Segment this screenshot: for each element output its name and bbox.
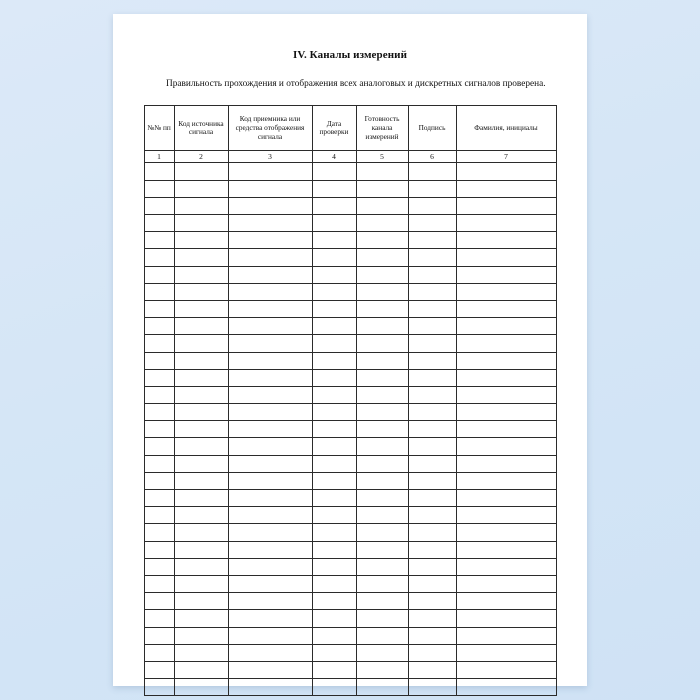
table-cell-empty[interactable] <box>144 318 174 335</box>
table-cell-empty[interactable] <box>228 679 312 696</box>
table-cell-empty[interactable] <box>312 627 356 644</box>
table-cell-empty[interactable] <box>356 318 408 335</box>
table-cell-empty[interactable] <box>228 232 312 249</box>
table-cell-empty[interactable] <box>312 249 356 266</box>
table-cell-empty[interactable] <box>408 283 456 300</box>
table-cell-empty[interactable] <box>356 490 408 507</box>
table-cell-empty[interactable] <box>456 300 556 317</box>
table-cell-empty[interactable] <box>144 300 174 317</box>
table-cell-empty[interactable] <box>144 232 174 249</box>
column-header-channel-readiness: Готовность канала измерений <box>356 106 408 151</box>
table-cell-empty[interactable] <box>228 197 312 214</box>
document-page <box>113 14 587 686</box>
table-cell-empty[interactable] <box>456 627 556 644</box>
table-cell-empty[interactable] <box>228 593 312 610</box>
table-row <box>144 661 556 678</box>
table-cell-empty[interactable] <box>228 490 312 507</box>
table-cell-empty[interactable] <box>356 335 408 352</box>
page-title: IV. Каналы измерений <box>292 49 408 61</box>
table-row <box>144 421 556 438</box>
table-row <box>144 455 556 472</box>
table-cell-empty[interactable] <box>144 369 174 386</box>
table-cell-empty[interactable] <box>408 300 456 317</box>
table-cell-empty[interactable] <box>174 300 228 317</box>
column-header-signature: Подпись <box>408 106 456 151</box>
table-cell-empty[interactable] <box>312 455 356 472</box>
table-cell-empty[interactable] <box>312 507 356 524</box>
column-number-2: 2 <box>174 151 228 163</box>
table-cell-empty[interactable] <box>228 369 312 386</box>
table-cell-empty[interactable] <box>312 679 356 696</box>
table-cell-empty[interactable] <box>456 472 556 489</box>
table-cell-empty[interactable] <box>356 627 408 644</box>
table-cell-empty[interactable] <box>356 661 408 678</box>
table-cell-empty[interactable] <box>144 627 174 644</box>
table-cell-empty[interactable] <box>174 610 228 627</box>
table-cell-empty[interactable] <box>174 318 228 335</box>
table-cell-empty[interactable] <box>408 266 456 283</box>
table-cell-empty[interactable] <box>456 215 556 232</box>
table-cell-empty[interactable] <box>356 197 408 214</box>
table-cell-empty[interactable] <box>144 472 174 489</box>
table-cell-empty[interactable] <box>144 524 174 541</box>
table-cell-empty[interactable] <box>312 490 356 507</box>
table-cell-empty[interactable] <box>312 472 356 489</box>
table-cell-empty[interactable] <box>356 369 408 386</box>
table-cell-empty[interactable] <box>456 283 556 300</box>
table-row <box>144 627 556 644</box>
table-cell-empty[interactable] <box>356 472 408 489</box>
table-cell-empty[interactable] <box>228 472 312 489</box>
table-cell-empty[interactable] <box>456 197 556 214</box>
table-cell-empty[interactable] <box>144 283 174 300</box>
table-cell-empty[interactable] <box>408 610 456 627</box>
table-cell-empty[interactable] <box>456 455 556 472</box>
column-number-1: 1 <box>144 151 174 163</box>
table-cell-empty[interactable] <box>312 232 356 249</box>
table-cell-empty[interactable] <box>456 369 556 386</box>
table-cell-empty[interactable] <box>174 507 228 524</box>
column-header-source-code: Код источника сигнала <box>174 106 228 151</box>
table-cell-empty[interactable] <box>456 541 556 558</box>
table-cell-empty[interactable] <box>144 197 174 214</box>
table-cell-empty[interactable] <box>144 507 174 524</box>
table-cell-empty[interactable] <box>408 679 456 696</box>
table-cell-empty[interactable] <box>144 421 174 438</box>
table-cell-empty[interactable] <box>456 266 556 283</box>
table-cell-empty[interactable] <box>228 661 312 678</box>
table-cell-empty[interactable] <box>312 558 356 575</box>
table-cell-empty[interactable] <box>312 541 356 558</box>
table-row <box>144 266 556 283</box>
table-cell-empty[interactable] <box>456 644 556 661</box>
table-cell-empty[interactable] <box>174 541 228 558</box>
table-cell-empty[interactable] <box>356 352 408 369</box>
table-row <box>144 215 556 232</box>
table-cell-empty[interactable] <box>356 283 408 300</box>
table-cell-empty[interactable] <box>356 266 408 283</box>
column-number-3: 3 <box>228 151 312 163</box>
table-cell-empty[interactable] <box>228 507 312 524</box>
table-cell-empty[interactable] <box>408 352 456 369</box>
column-header-surname-initials: Фамилия, инициалы <box>456 106 556 151</box>
table-cell-empty[interactable] <box>408 455 456 472</box>
table-cell-empty[interactable] <box>356 180 408 197</box>
table-cell-empty[interactable] <box>228 335 312 352</box>
table-cell-empty[interactable] <box>174 455 228 472</box>
table-cell-empty[interactable] <box>228 524 312 541</box>
table-cell-empty[interactable] <box>456 318 556 335</box>
table-row <box>144 180 556 197</box>
table-cell-empty[interactable] <box>174 404 228 421</box>
table-row <box>144 558 556 575</box>
table-cell-empty[interactable] <box>228 627 312 644</box>
table-cell-empty[interactable] <box>456 421 556 438</box>
table-cell-empty[interactable] <box>356 438 408 455</box>
table-row <box>144 352 556 369</box>
table-row <box>144 404 556 421</box>
table-cell-empty[interactable] <box>174 558 228 575</box>
table-row <box>144 507 556 524</box>
table-cell-empty[interactable] <box>356 300 408 317</box>
table-cell-empty[interactable] <box>174 232 228 249</box>
table-cell-empty[interactable] <box>144 575 174 592</box>
table-cell-empty[interactable] <box>456 232 556 249</box>
table-row <box>144 541 556 558</box>
table-cell-empty[interactable] <box>312 369 356 386</box>
table-cell-empty[interactable] <box>408 490 456 507</box>
table-cell-empty[interactable] <box>456 558 556 575</box>
table-cell-empty[interactable] <box>456 575 556 592</box>
table-row <box>144 369 556 386</box>
table-cell-empty[interactable] <box>144 266 174 283</box>
table-cell-empty[interactable] <box>408 318 456 335</box>
table-cell-empty[interactable] <box>144 352 174 369</box>
table-cell-empty[interactable] <box>228 558 312 575</box>
table-cell-empty[interactable] <box>174 215 228 232</box>
table-cell-empty[interactable] <box>174 386 228 403</box>
table-cell-empty[interactable] <box>144 490 174 507</box>
table-cell-empty[interactable] <box>312 215 356 232</box>
table-cell-empty[interactable] <box>456 507 556 524</box>
table-cell-empty[interactable] <box>356 455 408 472</box>
table-cell-empty[interactable] <box>174 438 228 455</box>
column-header-number: №№ пп <box>144 106 174 151</box>
table-cell-empty[interactable] <box>408 661 456 678</box>
measurement-channels-table <box>144 105 557 696</box>
table-row <box>144 335 556 352</box>
table-cell-empty[interactable] <box>144 455 174 472</box>
table-cell-empty[interactable] <box>312 283 356 300</box>
table-cell-empty[interactable] <box>408 369 456 386</box>
table-cell-empty[interactable] <box>356 215 408 232</box>
table-row <box>144 644 556 661</box>
table-cell-empty[interactable] <box>144 541 174 558</box>
table-cell-empty[interactable] <box>144 249 174 266</box>
table-cell-empty[interactable] <box>356 507 408 524</box>
table-cell-empty[interactable] <box>356 610 408 627</box>
table-cell-empty[interactable] <box>356 163 408 180</box>
table-row <box>144 283 556 300</box>
table-cell-empty[interactable] <box>356 558 408 575</box>
table-cell-empty[interactable] <box>174 575 228 592</box>
table-cell-empty[interactable] <box>408 249 456 266</box>
table-cell-empty[interactable] <box>312 644 356 661</box>
table-cell-empty[interactable] <box>228 180 312 197</box>
table-cell-empty[interactable] <box>174 644 228 661</box>
table-cell-empty[interactable] <box>408 524 456 541</box>
table-cell-empty[interactable] <box>228 163 312 180</box>
table-row <box>144 300 556 317</box>
table-cell-empty[interactable] <box>356 421 408 438</box>
intro-paragraph: Правильность прохождения и отображения всех аналоговых и дискретных сигналов проверена. <box>166 79 546 89</box>
table-cell-empty[interactable] <box>408 335 456 352</box>
table-cell-empty[interactable] <box>408 232 456 249</box>
table-header-row <box>144 106 556 151</box>
column-number-5: 5 <box>356 151 408 163</box>
table-cell-empty[interactable] <box>356 679 408 696</box>
table-cell-empty[interactable] <box>312 300 356 317</box>
table-cell-empty[interactable] <box>228 404 312 421</box>
table-cell-empty[interactable] <box>312 438 356 455</box>
table-row <box>144 524 556 541</box>
table-cell-empty[interactable] <box>144 404 174 421</box>
table-cell-empty[interactable] <box>228 318 312 335</box>
table-cell-empty[interactable] <box>228 283 312 300</box>
table-cell-empty[interactable] <box>356 524 408 541</box>
table-cell-empty[interactable] <box>228 386 312 403</box>
table-cell-empty[interactable] <box>144 644 174 661</box>
table-cell-empty[interactable] <box>312 335 356 352</box>
table-cell-empty[interactable] <box>174 421 228 438</box>
table-cell-empty[interactable] <box>456 679 556 696</box>
table-cell-empty[interactable] <box>356 386 408 403</box>
table-cell-empty[interactable] <box>174 335 228 352</box>
table-row <box>144 490 556 507</box>
column-number-7: 7 <box>456 151 556 163</box>
table-cell-empty[interactable] <box>174 163 228 180</box>
table-cell-empty[interactable] <box>456 490 556 507</box>
table-cell-empty[interactable] <box>144 679 174 696</box>
table-cell-empty[interactable] <box>174 266 228 283</box>
table-row <box>144 593 556 610</box>
table-cell-empty[interactable] <box>408 421 456 438</box>
table-row <box>144 679 556 696</box>
table-cell-empty[interactable] <box>144 335 174 352</box>
table-row <box>144 472 556 489</box>
table-cell-empty[interactable] <box>408 627 456 644</box>
table-cell-empty[interactable] <box>228 300 312 317</box>
table-cell-empty[interactable] <box>174 249 228 266</box>
table-cell-empty[interactable] <box>228 421 312 438</box>
table-cell-empty[interactable] <box>228 215 312 232</box>
table-cell-empty[interactable] <box>456 180 556 197</box>
table-cell-empty[interactable] <box>312 318 356 335</box>
table-cell-empty[interactable] <box>408 541 456 558</box>
table-cell-empty[interactable] <box>312 404 356 421</box>
table-cell-empty[interactable] <box>174 490 228 507</box>
table-cell-empty[interactable] <box>174 472 228 489</box>
table-row <box>144 197 556 214</box>
table-cell-empty[interactable] <box>312 593 356 610</box>
table-cell-empty[interactable] <box>356 575 408 592</box>
table-cell-empty[interactable] <box>174 593 228 610</box>
table-cell-empty[interactable] <box>144 593 174 610</box>
table-cell-empty[interactable] <box>174 352 228 369</box>
column-header-check-date: Дата проверки <box>312 106 356 151</box>
table-cell-empty[interactable] <box>228 541 312 558</box>
table-cell-empty[interactable] <box>144 215 174 232</box>
table-cell-empty[interactable] <box>228 249 312 266</box>
table-cell-empty[interactable] <box>456 661 556 678</box>
table-cell-empty[interactable] <box>228 352 312 369</box>
table-cell-empty[interactable] <box>456 593 556 610</box>
table-cell-empty[interactable] <box>356 644 408 661</box>
table-cell-empty[interactable] <box>312 386 356 403</box>
table-cell-empty[interactable] <box>456 524 556 541</box>
table-cell-empty[interactable] <box>312 180 356 197</box>
table-cell-empty[interactable] <box>456 352 556 369</box>
table-cell-empty[interactable] <box>312 163 356 180</box>
table-cell-empty[interactable] <box>174 283 228 300</box>
column-header-receiver-code: Код приемника или средства отображения сигнала <box>228 106 312 151</box>
table-cell-empty[interactable] <box>408 163 456 180</box>
table-row <box>144 318 556 335</box>
table-cell-empty[interactable] <box>312 610 356 627</box>
table-cell-empty[interactable] <box>312 524 356 541</box>
table-cell-empty[interactable] <box>408 215 456 232</box>
table-cell-empty[interactable] <box>228 610 312 627</box>
table-row <box>144 386 556 403</box>
table-cell-empty[interactable] <box>144 558 174 575</box>
table-cell-empty[interactable] <box>228 438 312 455</box>
table-cell-empty[interactable] <box>456 335 556 352</box>
table-body <box>144 151 556 696</box>
table-cell-empty[interactable] <box>456 610 556 627</box>
table-cell-empty[interactable] <box>144 163 174 180</box>
table-cell-empty[interactable] <box>228 644 312 661</box>
table-cell-empty[interactable] <box>144 661 174 678</box>
table-cell-empty[interactable] <box>408 404 456 421</box>
table-cell-empty[interactable] <box>456 163 556 180</box>
table-cell-empty[interactable] <box>174 180 228 197</box>
table-cell-empty[interactable] <box>356 404 408 421</box>
column-number-row <box>144 151 556 163</box>
table-cell-empty[interactable] <box>228 455 312 472</box>
table-cell-empty[interactable] <box>408 644 456 661</box>
table-cell-empty[interactable] <box>356 249 408 266</box>
table-cell-empty[interactable] <box>456 386 556 403</box>
table-cell-empty[interactable] <box>456 438 556 455</box>
table-cell-empty[interactable] <box>174 679 228 696</box>
table-cell-empty[interactable] <box>356 541 408 558</box>
table-cell-empty[interactable] <box>408 593 456 610</box>
table-cell-empty[interactable] <box>408 507 456 524</box>
table-cell-empty[interactable] <box>408 558 456 575</box>
table-cell-empty[interactable] <box>356 232 408 249</box>
table-cell-empty[interactable] <box>312 266 356 283</box>
table-cell-empty[interactable] <box>174 661 228 678</box>
table-cell-empty[interactable] <box>144 386 174 403</box>
table-cell-empty[interactable] <box>408 575 456 592</box>
table-cell-empty[interactable] <box>174 627 228 644</box>
table-cell-empty[interactable] <box>144 438 174 455</box>
table-cell-empty[interactable] <box>408 438 456 455</box>
table-row <box>144 232 556 249</box>
table-row <box>144 610 556 627</box>
table-cell-empty[interactable] <box>312 575 356 592</box>
table-cell-empty[interactable] <box>456 249 556 266</box>
table-cell-empty[interactable] <box>174 369 228 386</box>
table-cell-empty[interactable] <box>356 593 408 610</box>
table-cell-empty[interactable] <box>312 661 356 678</box>
table-cell-empty[interactable] <box>228 575 312 592</box>
table-cell-empty[interactable] <box>312 197 356 214</box>
table-cell-empty[interactable] <box>228 266 312 283</box>
table-cell-empty[interactable] <box>408 386 456 403</box>
table-row <box>144 249 556 266</box>
table-cell-empty[interactable] <box>408 197 456 214</box>
table-cell-empty[interactable] <box>174 197 228 214</box>
table-cell-empty[interactable] <box>408 472 456 489</box>
table-cell-empty[interactable] <box>174 524 228 541</box>
table-cell-empty[interactable] <box>456 404 556 421</box>
column-number-4: 4 <box>312 151 356 163</box>
table-cell-empty[interactable] <box>408 180 456 197</box>
table-cell-empty[interactable] <box>144 180 174 197</box>
column-number-6: 6 <box>408 151 456 163</box>
table-row <box>144 163 556 180</box>
table-row <box>144 575 556 592</box>
table-cell-empty[interactable] <box>312 352 356 369</box>
table-cell-empty[interactable] <box>144 610 174 627</box>
table-cell-empty[interactable] <box>312 421 356 438</box>
table-row <box>144 438 556 455</box>
